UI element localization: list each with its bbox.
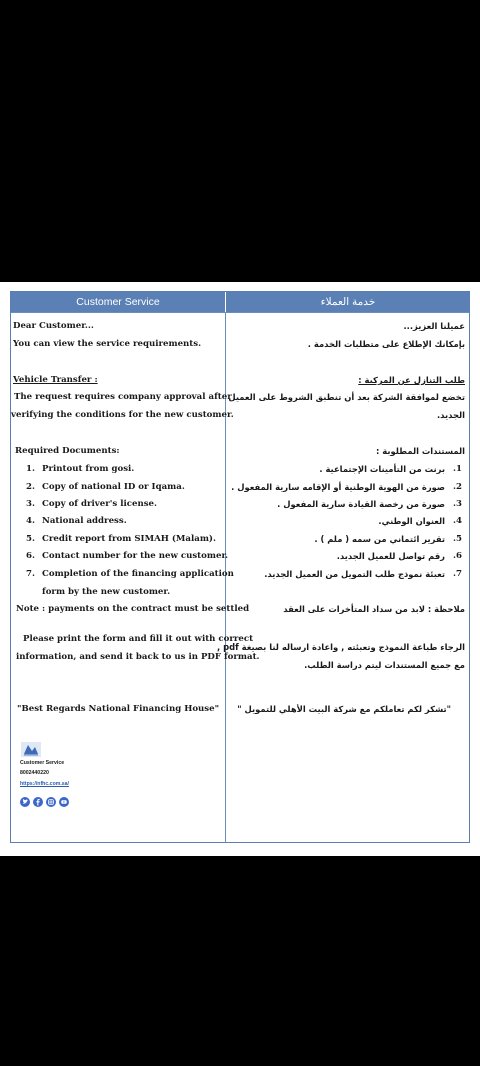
- ar-doc-num: .2: [453, 482, 462, 492]
- en-vehicle-transfer-line1: The request requires company approval after: [14, 392, 232, 402]
- document-image: [0, 282, 480, 856]
- service-requirements-card: [10, 291, 470, 843]
- ar-doc-item: صورة من الهوية الوطنية أو الإقامه سارية المفعول .: [231, 482, 445, 492]
- en-doc-item: Contact number for the new customer.: [42, 551, 229, 561]
- facebook-icon[interactable]: [33, 797, 43, 807]
- en-print-line1: Please print the form and fill it out with correct: [23, 634, 254, 644]
- en-doc-item: Printout from gosi.: [42, 464, 135, 474]
- ar-doc-item: برنت من التأمينات الإجتماعية .: [319, 464, 445, 474]
- en-print-line2: information, and send it back to us in PDF format.: [16, 652, 260, 662]
- ar-doc-item: صورة من رخصة القيادة سارية المفعول .: [277, 499, 445, 509]
- ar-doc-num: .3: [453, 499, 462, 509]
- en-doc-item: Completion of the financing application: [42, 569, 234, 579]
- en-doc-num: 7.: [26, 569, 35, 579]
- en-vehicle-transfer-title: Vehicle Transfer :: [13, 375, 98, 385]
- ar-vehicle-transfer-line1: تخضع لموافقة الشركة بعد أن تنطبق الشروط على العميل: [228, 392, 465, 402]
- en-doc-item: National address.: [42, 516, 127, 526]
- en-doc-num: 4.: [26, 516, 35, 526]
- en-doc-num: 3.: [26, 499, 35, 509]
- youtube-icon[interactable]: [59, 797, 69, 807]
- en-doc-item: Copy of national ID or Iqama.: [42, 482, 185, 492]
- ar-print-line1: الرجاء طباعة النموذج وتعبئته , واعادة ارساله لنا بصيغة pdf ,: [217, 642, 465, 652]
- ar-doc-item: العنوان الوطني.: [378, 516, 445, 526]
- instagram-icon[interactable]: [46, 797, 56, 807]
- ar-note: ملاحظة : لابد من سداد المتأخرات على العقد: [283, 604, 465, 614]
- ar-doc-num: .5: [453, 534, 462, 544]
- arabic-header: خدمة العملاء: [226, 292, 470, 312]
- english-header: Customer Service: [11, 292, 225, 312]
- ar-doc-num: .7: [453, 569, 462, 579]
- en-intro: You can view the service requirements.: [13, 339, 202, 349]
- company-logo: [21, 742, 41, 757]
- twitter-icon[interactable]: [20, 797, 30, 807]
- footer-phone: 8002440220: [20, 770, 49, 776]
- ar-doc-num: .4: [453, 516, 462, 526]
- en-regards: "Best Regards National Financing House": [17, 704, 220, 714]
- footer-website-link[interactable]: https://nfhc.com.sa/: [20, 781, 69, 787]
- en-doc-item: Copy of driver's license.: [42, 499, 158, 509]
- en-doc-num: 5.: [26, 534, 35, 544]
- ar-doc-item: تقرير ائتماني من سمه ( ملم ) .: [314, 534, 445, 544]
- en-doc-item: Credit report from SIMAH (Malam).: [42, 534, 216, 544]
- ar-vehicle-transfer-title: طلب التنازل عن المركبة :: [358, 375, 465, 385]
- header-divider: [11, 312, 469, 313]
- ar-doc-item: تعبئة نموذج طلب التمويل من العميل الجديد.: [264, 569, 445, 579]
- en-doc-num: 1.: [26, 464, 35, 474]
- ar-doc-num: .6: [453, 551, 462, 561]
- en-greeting: Dear Customer...: [13, 321, 94, 331]
- ar-print-line2: مع جميع المستندات ليتم دراسة الطلب.: [304, 660, 465, 670]
- ar-intro: بإمكانك الإطلاع على متطلبات الخدمة .: [307, 339, 465, 349]
- en-vehicle-transfer-line2: verifying the conditions for the new customer.: [11, 410, 234, 420]
- footer-service-label: Customer Service: [20, 760, 65, 766]
- ar-regards: "تشكر لكم تعاملكم مع شركة البيت الأهلي للتمويل ": [237, 704, 451, 714]
- ar-doc-num: .1: [453, 464, 462, 474]
- en-doc-num: 6.: [26, 551, 35, 561]
- en-doc-item-cont: form by the new customer.: [42, 587, 171, 597]
- en-documents-title: Required Documents:: [15, 446, 120, 456]
- ar-doc-item: رقم تواصل للعميل الجديد.: [336, 551, 445, 561]
- ar-vehicle-transfer-line2: الجديد.: [436, 410, 465, 420]
- en-doc-num: 2.: [26, 482, 35, 492]
- ar-documents-title: المستندات المطلوبة :: [376, 446, 465, 456]
- en-note: Note : payments on the contract must be settled: [16, 604, 250, 614]
- ar-greeting: عميلنا العزيز...: [403, 321, 465, 331]
